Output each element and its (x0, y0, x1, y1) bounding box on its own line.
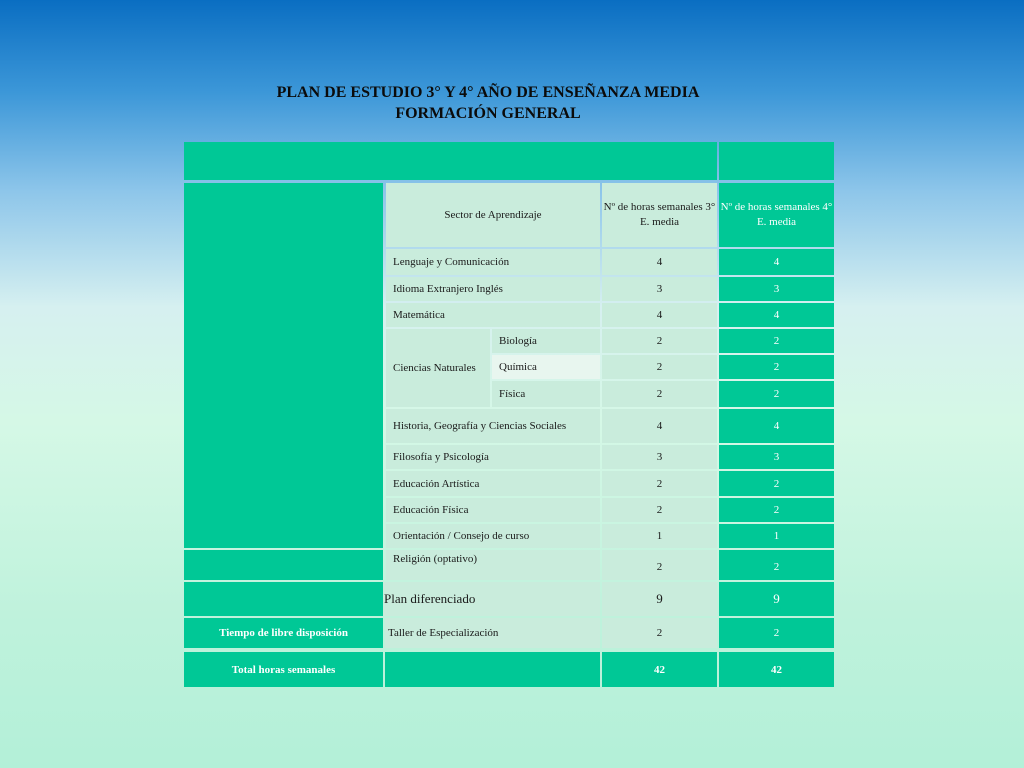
row-h4-filosofia: 3 (719, 445, 834, 469)
header-hours-3: Nº de horas semanales 3° E. media (602, 183, 717, 247)
row-label-ingles: Idioma Extranjero Inglés (386, 277, 600, 301)
row-h3-quimica: 2 (602, 355, 717, 379)
row-total-h4: 42 (719, 652, 834, 687)
row-h4-edfisica: 2 (719, 498, 834, 522)
row-h4-ingles: 3 (719, 277, 834, 301)
row-h4-matematica: 4 (719, 303, 834, 327)
row-h4-quimica: 2 (719, 355, 834, 379)
row-h3-diferenciado: 9 (602, 582, 717, 616)
title-line-2: FORMACIÓN GENERAL (395, 105, 581, 122)
row-h3-religion: 2 (602, 550, 717, 580)
row-h3-libre: 2 (602, 618, 717, 648)
page-title (180, 82, 796, 124)
header-sector: Sector de Aprendizaje (386, 183, 600, 247)
header-blank-wide (184, 142, 717, 180)
row-h3-fisica: 2 (602, 381, 717, 407)
row-total-label: Total horas semanales (184, 652, 383, 687)
row-label-quimica: Química (492, 355, 600, 379)
row-label-matematica: Matemática (386, 303, 600, 327)
row-h3-filosofia: 3 (602, 445, 717, 469)
row-label-orientacion: Orientación / Consejo de curso (386, 524, 600, 548)
diferenciado-left-cell (184, 582, 383, 616)
row-h3-edfisica: 2 (602, 498, 717, 522)
row-h3-ingles: 3 (602, 277, 717, 301)
row-label-historia: Historia, Geografía y Ciencias Sociales (386, 409, 600, 443)
left-column-block (184, 183, 383, 548)
row-total-blank (385, 652, 600, 687)
row-h3-matematica: 4 (602, 303, 717, 327)
row-h3-orientacion: 1 (602, 524, 717, 548)
row-h4-diferenciado: 9 (719, 582, 834, 616)
row-libre-left: Tiempo de libre disposición (184, 618, 383, 648)
row-label-artistica: Educación Artística (386, 471, 600, 496)
title-line-1: PLAN DE ESTUDIO 3° Y 4° AÑO DE ENSEÑANZA MEDIA (276, 84, 700, 101)
row-label-fisica: Física (492, 381, 600, 407)
row-h4-biologia: 2 (719, 329, 834, 353)
row-label-edfisica: Educación Física (386, 498, 600, 522)
row-total-h3: 42 (602, 652, 717, 687)
row-h3-artistica: 2 (602, 471, 717, 496)
row-label-lenguaje: Lenguaje y Comunicación (386, 249, 600, 275)
row-h4-fisica: 2 (719, 381, 834, 407)
row-h3-historia: 4 (602, 409, 717, 443)
row-label-libre: Taller de Especialización (385, 618, 600, 648)
header-hours-4: Nº de horas semanales 4° E. media (719, 183, 834, 247)
header-blank-right (719, 142, 834, 180)
row-h3-biologia: 2 (602, 329, 717, 353)
row-h4-lenguaje: 4 (719, 249, 834, 275)
row-label-ciencias: Ciencias Naturales (386, 329, 490, 407)
row-h4-artistica: 2 (719, 471, 834, 496)
row-label-filosofia: Filosofía y Psicología (386, 445, 600, 469)
row-label-biologia: Biología (492, 329, 600, 353)
row-label-diferenciado: Plan diferenciado (383, 582, 600, 616)
row-h4-historia: 4 (719, 409, 834, 443)
row-h4-religion: 2 (719, 550, 834, 580)
row-h3-lenguaje: 4 (602, 249, 717, 275)
row-h4-orientacion: 1 (719, 524, 834, 548)
row-label-religion: Religión (optativo) (386, 550, 600, 580)
row-h4-libre: 2 (719, 618, 834, 648)
religion-left-cell (184, 550, 383, 580)
